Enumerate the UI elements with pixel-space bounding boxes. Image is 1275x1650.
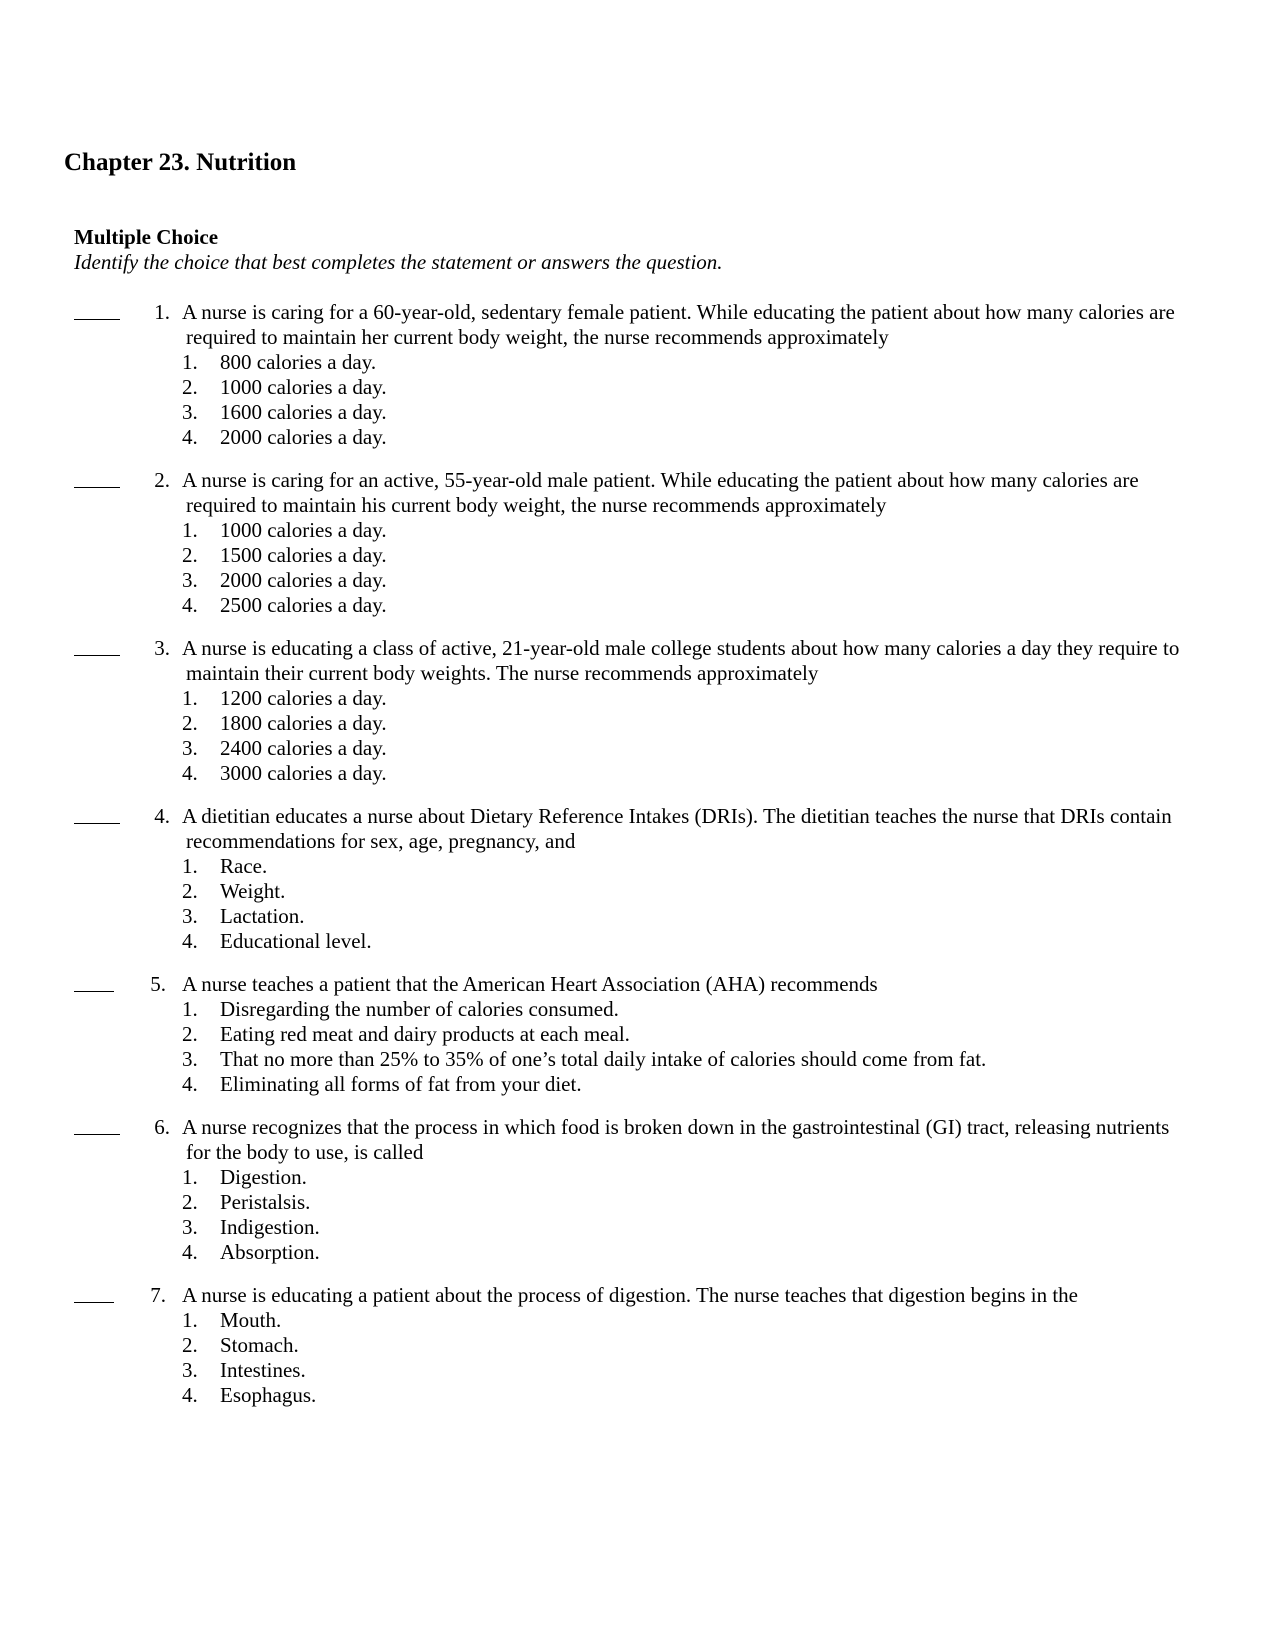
choice-list (0, 1308, 1275, 1408)
question-number: 2. (154, 468, 170, 492)
chapter-title: Chapter 23. Nutrition (64, 149, 297, 176)
choice-item (0, 686, 1275, 711)
answer-blank[interactable] (74, 972, 114, 992)
answer-blank[interactable] (74, 300, 120, 320)
choice-list (0, 854, 1275, 954)
choice-number: 4. (182, 1240, 198, 1264)
choice-number: 3. (182, 1358, 198, 1382)
choice-text: 2500 calories a day. (220, 593, 387, 617)
choice-item (0, 1358, 1275, 1383)
choice-text: Mouth. (220, 1308, 282, 1332)
choice-number: 3. (182, 1215, 198, 1239)
choice-number: 3. (182, 400, 198, 424)
choice-text: Race. (220, 854, 268, 878)
choice-number: 1. (182, 1165, 198, 1189)
choice-item (0, 904, 1275, 929)
choice-number: 1. (182, 518, 198, 542)
choice-text: Educational level. (220, 929, 372, 953)
choice-text: 2400 calories a day. (220, 736, 387, 760)
choice-text: 1000 calories a day. (220, 375, 387, 399)
choice-number: 2. (182, 1190, 198, 1214)
choice-number: 3. (182, 904, 198, 928)
choice-item (0, 518, 1275, 543)
choice-text: 2000 calories a day. (220, 568, 387, 592)
choice-text: 1000 calories a day. (220, 518, 387, 542)
choice-list (0, 1165, 1275, 1265)
answer-blank[interactable] (74, 468, 120, 488)
question-number: 5. (150, 972, 166, 996)
choice-item (0, 711, 1275, 736)
question-stem: A dietitian educates a nurse about Dietary Reference Intakes (DRIs). The dietitian teaches the nurse that DRIs contain recommendations for sex, age, pregnancy, and (182, 804, 1172, 853)
choice-number: 4. (182, 425, 198, 449)
choice-text: Disregarding the number of calories consumed. (220, 997, 619, 1021)
question-stem: A nurse recognizes that the process in which food is broken down in the gastrointestinal (GI) tract, releasing nutrients for the body to use, is called (182, 1115, 1170, 1164)
choice-item (0, 1190, 1275, 1215)
choice-item (0, 761, 1275, 786)
answer-blank[interactable] (74, 804, 120, 824)
choice-number: 1. (182, 1308, 198, 1332)
question-4 (0, 804, 1275, 954)
choice-item (0, 568, 1275, 593)
choice-text: Peristalsis. (220, 1190, 311, 1214)
choice-text: Indigestion. (220, 1215, 320, 1239)
choice-number: 4. (182, 929, 198, 953)
choice-number: 2. (182, 879, 198, 903)
choice-number: 4. (182, 593, 198, 617)
choice-item (0, 1240, 1275, 1265)
choice-text: 2000 calories a day. (220, 425, 387, 449)
choice-item (0, 1333, 1275, 1358)
question-1 (0, 300, 1275, 450)
question-number: 7. (150, 1283, 166, 1307)
choice-text: Intestines. (220, 1358, 306, 1382)
question-stem: A nurse is caring for an active, 55-year-old male patient. While educating the patient about how many calories are required to maintain his current body weight, the nurse recommends approximately (182, 468, 1139, 517)
choice-text: 1600 calories a day. (220, 400, 387, 424)
choice-item (0, 997, 1275, 1022)
choice-list (0, 686, 1275, 786)
choice-item (0, 1383, 1275, 1408)
choice-item (0, 1215, 1275, 1240)
choice-item (0, 736, 1275, 761)
question-3 (0, 636, 1275, 786)
choice-item (0, 1047, 1275, 1072)
choice-item (0, 1022, 1275, 1047)
question-2 (0, 468, 1275, 618)
choice-number: 2. (182, 543, 198, 567)
choice-list (0, 518, 1275, 618)
choice-item (0, 425, 1275, 450)
answer-blank[interactable] (74, 636, 120, 656)
choice-number: 4. (182, 1383, 198, 1407)
question-number: 6. (154, 1115, 170, 1139)
question-7 (0, 1283, 1275, 1408)
answer-blank[interactable] (74, 1283, 114, 1303)
section-heading: Multiple Choice (74, 225, 219, 249)
choice-number: 2. (182, 1333, 198, 1357)
choice-number: 2. (182, 375, 198, 399)
choice-text: 1200 calories a day. (220, 686, 387, 710)
choice-number: 4. (182, 761, 198, 785)
choice-item (0, 400, 1275, 425)
choice-text: 1800 calories a day. (220, 711, 387, 735)
choice-item (0, 1165, 1275, 1190)
choice-number: 3. (182, 568, 198, 592)
question-number: 3. (154, 636, 170, 660)
choice-text: Lactation. (220, 904, 305, 928)
choice-text: Eating red meat and dairy products at each meal. (220, 1022, 630, 1046)
choice-number: 2. (182, 711, 198, 735)
choice-text: Weight. (220, 879, 286, 903)
choice-number: 4. (182, 1072, 198, 1096)
choice-item (0, 375, 1275, 400)
question-stem: A nurse is educating a class of active, 21-year-old male college students about how many calories a day they require to maintain their current body weights. The nurse recommends approximately (182, 636, 1180, 685)
question-number: 4. (154, 804, 170, 828)
choice-number: 2. (182, 1022, 198, 1046)
choice-item (0, 593, 1275, 618)
choice-item (0, 1308, 1275, 1333)
choice-number: 1. (182, 350, 198, 374)
section-instruction: Identify the choice that best completes the statement or answers the question. (74, 250, 723, 274)
question-5 (0, 972, 1275, 1097)
choice-item (0, 854, 1275, 879)
question-number: 1. (154, 300, 170, 324)
choice-item (0, 543, 1275, 568)
question-list (0, 300, 1275, 1408)
choice-item (0, 350, 1275, 375)
question-stem: A nurse is educating a patient about the process of digestion. The nurse teaches that digestion begins in the (182, 1283, 1078, 1307)
choice-number: 1. (182, 854, 198, 878)
choice-text: 1500 calories a day. (220, 543, 387, 567)
choice-text: 800 calories a day. (220, 350, 377, 374)
choice-text: 3000 calories a day. (220, 761, 387, 785)
answer-blank[interactable] (74, 1115, 120, 1135)
choice-number: 3. (182, 736, 198, 760)
choice-number: 1. (182, 997, 198, 1021)
choice-number: 1. (182, 686, 198, 710)
choice-number: 3. (182, 1047, 198, 1071)
choice-list (0, 997, 1275, 1097)
choice-text: Absorption. (220, 1240, 320, 1264)
choice-text: That no more than 25% to 35% of one’s total daily intake of calories should come from fat. (220, 1047, 987, 1071)
choice-text: Digestion. (220, 1165, 307, 1189)
choice-text: Esophagus. (220, 1383, 317, 1407)
choice-item (0, 879, 1275, 904)
choice-item (0, 929, 1275, 954)
choice-text: Eliminating all forms of fat from your diet. (220, 1072, 582, 1096)
question-stem: A nurse is caring for a 60-year-old, sedentary female patient. While educating the patient about how many calories are required to maintain her current body weight, the nurse recommends approximately (182, 300, 1175, 349)
question-6 (0, 1115, 1275, 1265)
choice-item (0, 1072, 1275, 1097)
question-stem: A nurse teaches a patient that the American Heart Association (AHA) recommends (182, 972, 878, 996)
choice-list (0, 350, 1275, 450)
choice-text: Stomach. (220, 1333, 299, 1357)
